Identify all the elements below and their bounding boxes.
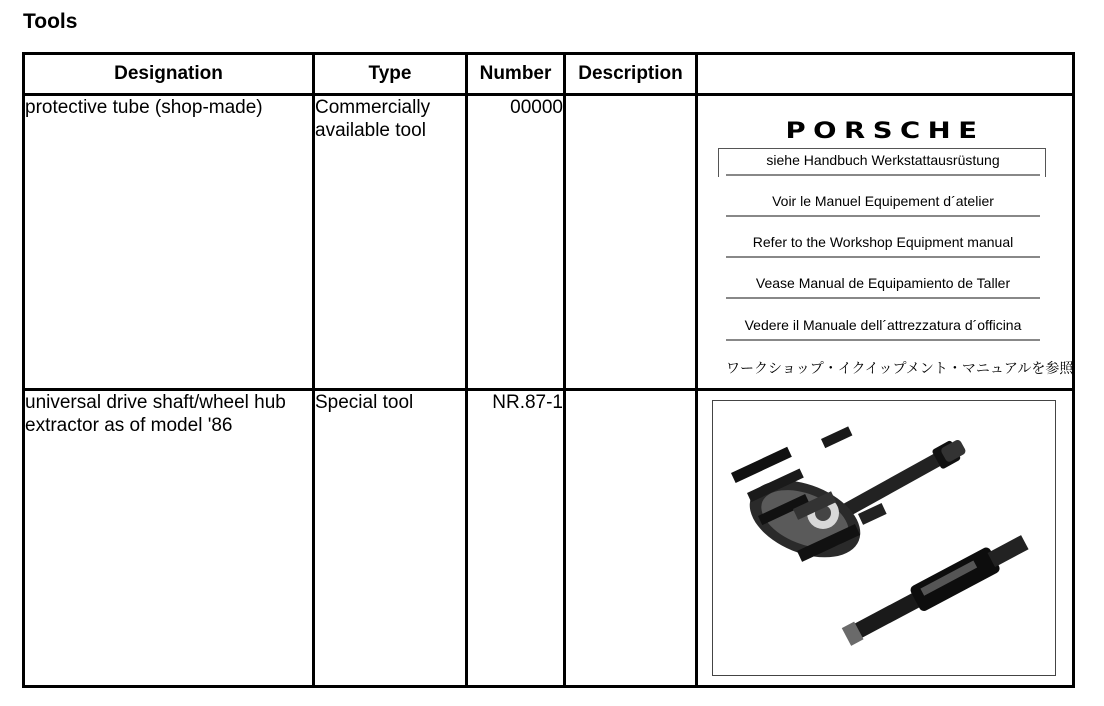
table-row	[24, 95, 1074, 390]
notice-line-es: Vease Manual de Equipamiento de Taller	[726, 275, 1040, 291]
cell-number: 00000	[467, 95, 565, 390]
notice-line-fr: Voir le Manuel Equipement d´atelier	[726, 193, 1040, 209]
cell-designation: universal drive shaft/wheel hub extractor as of model '86	[24, 390, 314, 687]
header-designation: Designation	[24, 54, 314, 95]
table-row	[24, 390, 1074, 687]
cell-number: NR.87-1	[467, 390, 565, 687]
cell-designation: protective tube (shop-made)	[24, 95, 314, 390]
cell-description	[565, 390, 697, 687]
porsche-notice	[698, 96, 1072, 388]
header-description: Description	[565, 54, 697, 95]
cell-type: Commercially available tool	[314, 95, 467, 390]
tool-photo-frame	[712, 400, 1056, 676]
page-title: Tools	[23, 10, 78, 33]
header-row	[24, 54, 1074, 95]
header-number: Number	[467, 54, 565, 95]
porsche-logo: PORSCHE	[785, 119, 985, 144]
notice-line-it: Vedere il Manuale dell´attrezzatura d´officina	[726, 317, 1040, 333]
cell-image	[697, 390, 1074, 687]
notice-line-en: Refer to the Workshop Equipment manual	[726, 234, 1040, 250]
cell-image	[697, 95, 1074, 390]
header-image	[697, 54, 1074, 95]
extractor-tool-image	[713, 401, 1055, 675]
cell-type: Special tool	[314, 390, 467, 687]
notice-line-ja: ワークショップ・イクイップメント・マニュアルを参照	[726, 360, 1074, 376]
header-type: Type	[314, 54, 467, 95]
notice-line-de: siehe Handbuch Werkstattausrüstung	[766, 152, 1000, 168]
tools-table	[22, 52, 1075, 688]
notice-divider	[726, 174, 1040, 176]
